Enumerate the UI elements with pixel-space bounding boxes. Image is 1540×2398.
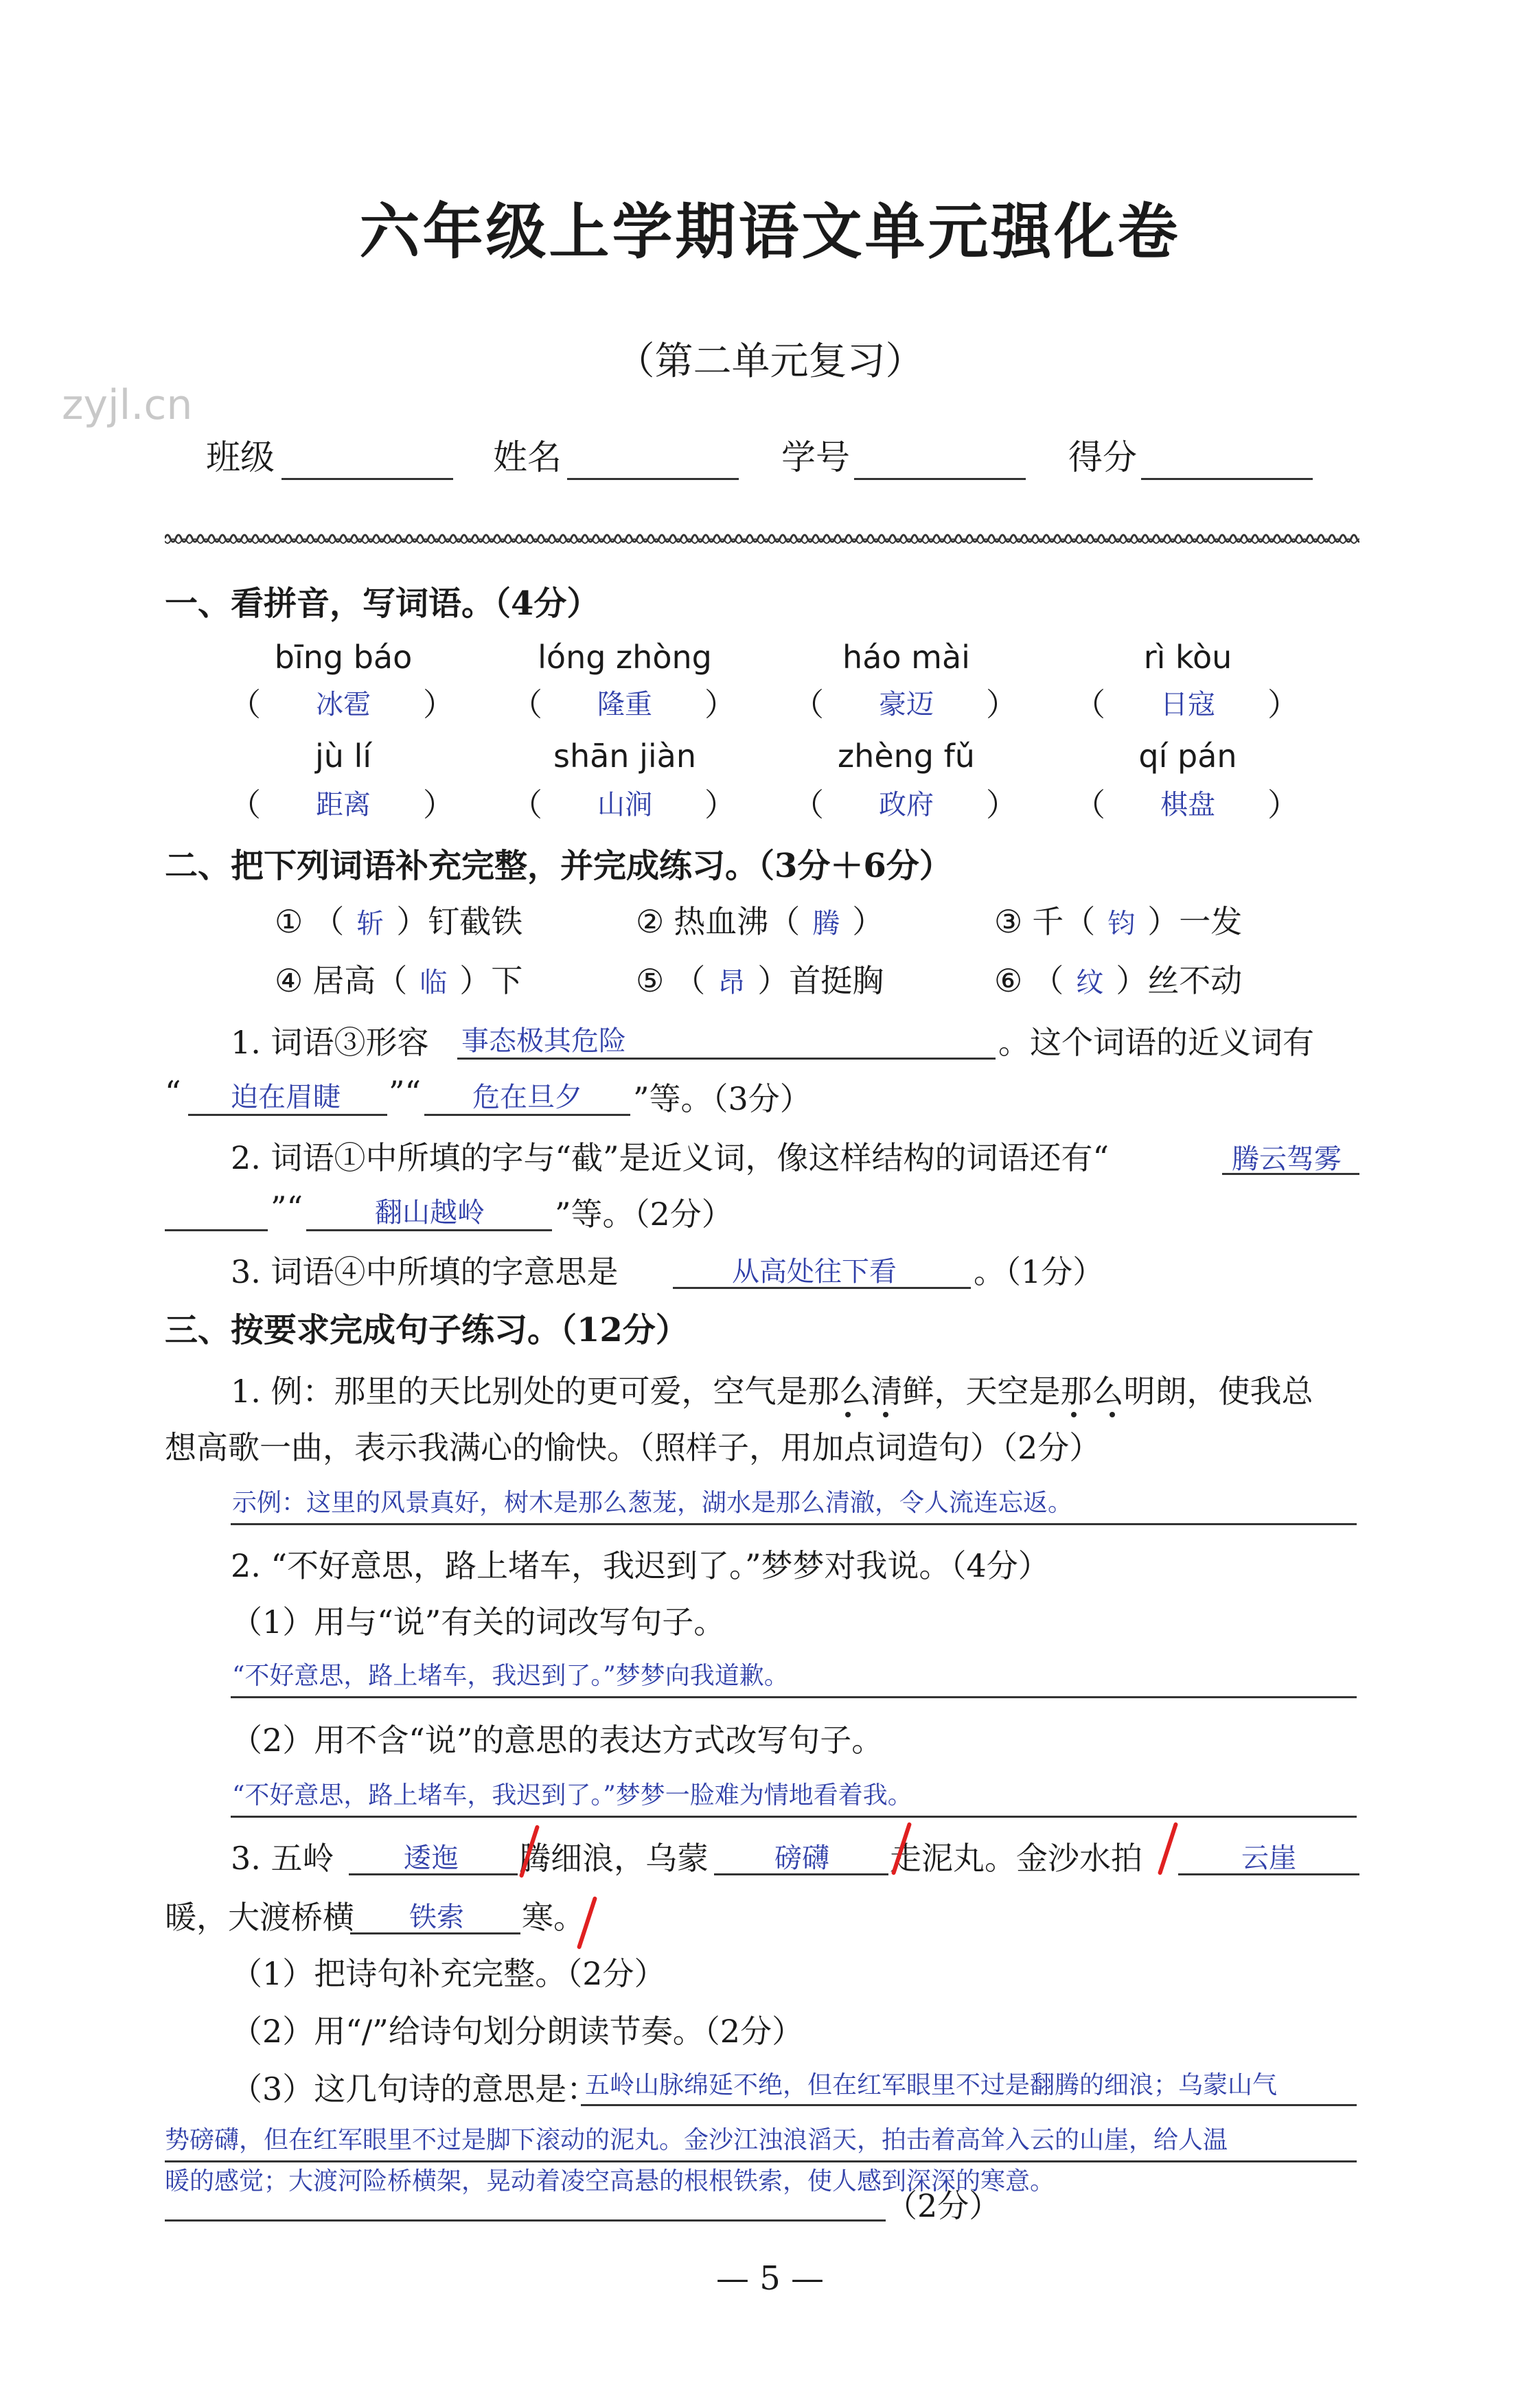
pinyin-label: lóng zhòng xyxy=(538,639,712,676)
pinyin-answer[interactable]: 冰雹 xyxy=(316,689,371,720)
rhythm-slash-mark xyxy=(1158,1822,1178,1875)
s3-q3-ans-l2: 势磅礴，但在红军眼里不过是脚下滚动的泥丸。金沙江浊浪滔天，拍击着高耸入云的山崖，给人温 xyxy=(165,2126,1228,2154)
pinyin-label: bīng báo xyxy=(274,639,413,676)
s3-q3-ans2: 磅礴 xyxy=(774,1842,829,1874)
idiom-post: ）一发 xyxy=(1147,903,1243,940)
s3-q3-e: 寒。 xyxy=(522,1899,585,1936)
answer-bracket-open: （ xyxy=(792,686,824,723)
idiom-item xyxy=(275,956,522,1001)
idiom-pre: （ xyxy=(312,903,345,940)
answer-bracket-open: （ xyxy=(1074,786,1105,823)
answer-bracket-close: ） xyxy=(986,786,1018,823)
emphasis-dot xyxy=(1110,1412,1115,1417)
s3-q3-ans-line3[interactable] xyxy=(165,2219,886,2222)
score-label: 得分 xyxy=(1068,437,1137,477)
answer-bracket-close: ） xyxy=(1267,786,1299,823)
idiom-number: ④ xyxy=(275,962,303,999)
name-label: 姓名 xyxy=(493,437,562,477)
s2-q2-ans1-blank-cont[interactable] xyxy=(165,1229,268,1231)
student-no-field[interactable] xyxy=(854,478,1026,480)
s3-q3-ans-l3: 暖的感觉；大渡河险桥横架，晃动着凌空高悬的根根铁索，使人感到深深的寒意。 xyxy=(165,2167,1055,2195)
s2-q2-ans1: 腾云驾雾 xyxy=(1232,1143,1342,1175)
idiom-answer[interactable]: 昂 xyxy=(717,967,746,998)
section3-heading: 三、按要求完成句子练习。（12分） xyxy=(165,1311,689,1349)
s2-q1-syn1: 迫在眉睫 xyxy=(231,1082,341,1113)
answer-bracket-close: ） xyxy=(704,786,736,823)
s3-q3-ans1: 逶迤 xyxy=(404,1842,459,1874)
s3-q2-ans1: “不好意思，路上堵车，我迟到了。”梦梦向我道歉。 xyxy=(232,1662,789,1690)
pinyin-label: qí pán xyxy=(1138,738,1237,775)
idiom-number: ① xyxy=(275,903,303,940)
answer-bracket-close: ） xyxy=(1267,686,1299,723)
idiom-pre: 居高（ xyxy=(312,962,408,999)
answer-bracket-open: （ xyxy=(229,786,261,823)
s3-q2-ans1-line[interactable] xyxy=(231,1696,1357,1698)
s2-q1-mid: ”“ xyxy=(389,1074,422,1111)
idiom-number: ⑥ xyxy=(994,962,1023,999)
s2-q1-answer: 事态极其危险 xyxy=(461,1025,626,1057)
idiom-item xyxy=(636,897,884,942)
name-field[interactable] xyxy=(567,478,739,480)
s3-q3-c: 走泥丸。金沙水拍 xyxy=(890,1840,1142,1877)
page-subtitle: （第二单元复习） xyxy=(616,339,924,384)
idiom-number: ③ xyxy=(994,903,1023,940)
idiom-post: ）首挺胸 xyxy=(757,962,884,999)
s3-q1-answer: 示例：这里的风景真好，树木是那么葱茏，湖水是那么清澈，令人流连忘返。 xyxy=(232,1489,1073,1517)
s3-q3-sub1: （1）把诗句补充完整。（2分） xyxy=(231,1955,666,1992)
section1-heading: 一、看拼音，写词语。（4分） xyxy=(165,584,600,623)
idiom-answer[interactable]: 钧 xyxy=(1107,908,1136,939)
pinyin-answer[interactable]: 豪迈 xyxy=(879,689,934,720)
answer-bracket-open: （ xyxy=(511,786,542,823)
section2-heading: 二、把下列词语补充完整，并完成练习。（3分＋6分） xyxy=(165,847,952,885)
s2-q1-syn2: 危在旦夕 xyxy=(472,1082,582,1113)
page-title: 六年级上学期语文单元强化卷 xyxy=(359,196,1181,267)
s3-q1-line1: 1. 例：那里的天比别处的更可爱，空气是那么清鲜，天空是那么明朗，使我总 xyxy=(231,1373,1313,1410)
answer-bracket-open: （ xyxy=(792,786,824,823)
idiom-pre: （ xyxy=(674,962,706,999)
s2-q1-text-b: 。这个词语的近义词有 xyxy=(998,1024,1314,1061)
s3-q3-ans-line1[interactable] xyxy=(581,2104,1357,2106)
pinyin-label: shān jiàn xyxy=(553,738,696,775)
s3-q2-sub1: （1）用与“说”有关的词改写句子。 xyxy=(231,1603,726,1641)
s3-q3-sub2: （2）用“/”给诗句划分朗读节奏。（2分） xyxy=(231,2013,804,2050)
s3-q3-ans3: 云崖 xyxy=(1241,1842,1296,1874)
s2-q1-quote-open: “ xyxy=(165,1074,181,1111)
score-field[interactable] xyxy=(1141,478,1313,480)
s2-q2-mid: ”“ xyxy=(271,1189,303,1226)
idiom-item xyxy=(275,897,522,942)
s3-q2-ans2-line[interactable] xyxy=(231,1816,1357,1818)
idiom-pre: 热血沸（ xyxy=(674,903,801,940)
emphasis-dot xyxy=(845,1412,851,1417)
s3-q2-text: 2. “不好意思，路上堵车，我迟到了。”梦梦对我说。（4分） xyxy=(231,1547,1050,1584)
wavy-divider xyxy=(165,530,1359,547)
answer-bracket-close: ） xyxy=(986,686,1018,723)
page-number: — 5 — xyxy=(715,2259,825,2298)
s3-q3-score: （2分） xyxy=(886,2187,1001,2224)
answer-bracket-close: ） xyxy=(423,786,455,823)
idiom-number: ② xyxy=(636,903,665,940)
answer-bracket-close: ） xyxy=(704,686,736,723)
pinyin-answer[interactable]: 距离 xyxy=(316,789,371,821)
pinyin-answer[interactable]: 隆重 xyxy=(597,689,652,720)
pinyin-answer[interactable]: 日寇 xyxy=(1160,689,1215,720)
s2-q2-tail: ”等。（2分） xyxy=(555,1196,733,1233)
answer-bracket-open: （ xyxy=(511,686,542,723)
class-label: 班级 xyxy=(206,437,275,477)
s3-q3-ans4: 铁索 xyxy=(409,1902,464,1933)
idiom-pre: （ xyxy=(1032,962,1064,999)
idiom-post: ）丝不动 xyxy=(1116,962,1243,999)
idiom-number: ⑤ xyxy=(636,962,665,999)
pinyin-label: rì kòu xyxy=(1143,639,1232,676)
pinyin-answer[interactable]: 棋盘 xyxy=(1160,789,1215,821)
s3-q3-sub3: （3）这几句诗的意思是： xyxy=(231,2070,599,2108)
s2-q1-text-a: 1. 词语③形容 xyxy=(231,1024,429,1061)
emphasis-dot xyxy=(883,1412,888,1417)
student-no-label: 学号 xyxy=(781,437,850,477)
answer-bracket-open: （ xyxy=(1074,686,1105,723)
s2-q3-text: 3. 词语④中所填的字意思是 xyxy=(231,1253,619,1290)
s3-q3-ans-l1: 五岭山脉绵延不绝，但在红军眼里不过是翻腾的细浪；乌蒙山气 xyxy=(585,2071,1278,2099)
s2-q2-text: 2. 词语①中所填的字与“截”是近义词，像这样结构的词语还有“ xyxy=(231,1139,1110,1176)
s2-q3-tail: 。（1分） xyxy=(974,1253,1105,1290)
pinyin-answer[interactable]: 政府 xyxy=(879,789,934,821)
s2-q3-answer: 从高处往下看 xyxy=(732,1256,897,1288)
s2-q1-tail: ”等。（3分） xyxy=(633,1080,812,1117)
s3-q1-line2: 想高歌一曲，表示我满心的愉快。（照样子，用加点词造句）（2分） xyxy=(165,1429,1101,1466)
s3-q3-b: 腾细浪，乌蒙 xyxy=(519,1840,709,1877)
idiom-answer[interactable]: 腾 xyxy=(812,908,840,939)
pinyin-label: háo mài xyxy=(842,639,970,676)
class-field[interactable] xyxy=(281,478,453,480)
idiom-answer[interactable]: 临 xyxy=(420,967,448,998)
watermark: zyjl.cn xyxy=(62,381,193,429)
answer-bracket-open: （ xyxy=(229,686,261,723)
pinyin-label: zhèng fǔ xyxy=(838,738,975,775)
s3-q2-sub2: （2）用不含“说”的意思的表达方式改写句子。 xyxy=(231,1722,884,1759)
idiom-item xyxy=(994,956,1242,1001)
idiom-post: ） xyxy=(852,903,884,940)
s2-q2-ans2: 翻山越岭 xyxy=(375,1197,485,1229)
idiom-item xyxy=(994,897,1242,942)
idiom-answer[interactable]: 斩 xyxy=(356,908,384,939)
idiom-answer[interactable]: 纹 xyxy=(1076,967,1104,998)
idiom-pre: 千（ xyxy=(1032,903,1096,940)
s3-q3-d: 暖，大渡桥横 xyxy=(165,1899,354,1936)
s3-q2-ans2: “不好意思，路上堵车，我迟到了。”梦梦一脸难为情地看着我。 xyxy=(232,1781,912,1809)
s3-q3-a: 3. 五岭 xyxy=(231,1840,334,1877)
idiom-post: ）钉截铁 xyxy=(396,903,523,940)
emphasis-dot xyxy=(1071,1412,1077,1417)
idiom-item xyxy=(636,956,884,1001)
idiom-post: ）下 xyxy=(459,962,523,999)
s3-q1-answer-line[interactable] xyxy=(231,1523,1357,1525)
pinyin-label: jù lí xyxy=(314,738,372,775)
pinyin-answer[interactable]: 山涧 xyxy=(597,789,652,821)
answer-bracket-close: ） xyxy=(423,686,455,723)
